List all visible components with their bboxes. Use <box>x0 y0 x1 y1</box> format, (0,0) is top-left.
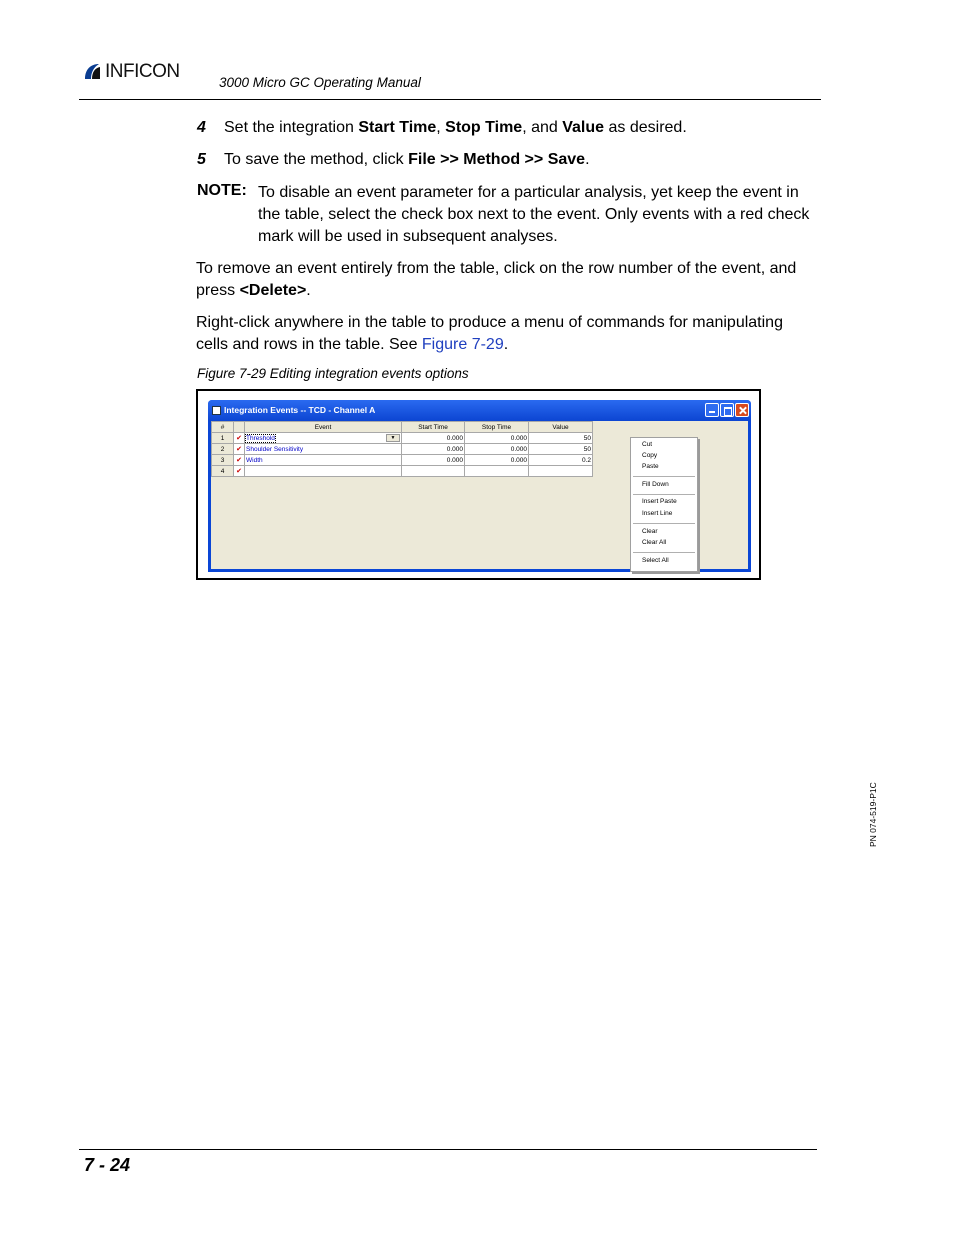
stop-time-cell[interactable]: 0.000 <box>465 455 529 466</box>
row-number[interactable]: 1 <box>212 433 234 444</box>
menu-separator <box>633 476 695 477</box>
column-header-value[interactable]: Value <box>529 422 593 433</box>
table-row[interactable] <box>212 433 593 444</box>
window-icon <box>212 406 221 415</box>
figure-frame <box>196 389 761 580</box>
check-mark-icon[interactable]: ✔ <box>234 444 245 455</box>
value-cell[interactable] <box>529 466 593 477</box>
check-mark-icon[interactable]: ✔ <box>234 466 245 477</box>
note-text: To disable an event parameter for a particular analysis, yet keep the event in the table, select the check box next to the event. Only events with a red check mark will be used in subsequent analyses. <box>258 184 810 245</box>
menu-separator <box>633 523 695 524</box>
row-number[interactable]: 2 <box>212 444 234 455</box>
start-time-cell[interactable]: 0.000 <box>402 455 465 466</box>
note-label: NOTE: <box>197 182 247 199</box>
window-client-area <box>211 421 748 569</box>
stop-time-cell[interactable] <box>465 466 529 477</box>
column-header-check <box>234 422 245 433</box>
event-cell[interactable]: Width <box>245 455 402 466</box>
maximize-icon[interactable] <box>720 403 734 417</box>
integration-events-window <box>208 400 751 572</box>
menu-item-clear[interactable]: Clear <box>642 528 658 535</box>
menu-item-select-all[interactable]: Select All <box>642 557 669 564</box>
window-title: Integration Events -- TCD - Channel A <box>224 405 376 415</box>
table-row[interactable] <box>212 455 593 466</box>
step-number: 4 <box>197 119 206 136</box>
menu-item-copy[interactable]: Copy <box>642 452 658 459</box>
window-titlebar[interactable] <box>208 400 751 421</box>
menu-item-clear-all[interactable]: Clear All <box>642 539 667 546</box>
event-cell[interactable]: Threshold ▼ <box>245 433 402 444</box>
menu-item-insert-paste[interactable]: Insert Paste <box>642 498 677 505</box>
minimize-icon[interactable] <box>705 403 719 417</box>
table-row[interactable] <box>212 444 593 455</box>
inficon-logo-icon <box>81 61 103 83</box>
start-time-cell[interactable] <box>402 466 465 477</box>
menu-item-insert-line[interactable]: Insert Line <box>642 510 673 517</box>
footer-divider <box>79 1149 817 1150</box>
header-divider <box>79 99 821 100</box>
step-text: To save the method, click File >> Method >> Save. <box>224 151 590 168</box>
paragraph-right-click: Right-click anywhere in the table to produce a menu of commands for manipulating cells and rows in the table. See Figure 7-29. <box>196 314 783 353</box>
stop-time-cell[interactable]: 0.000 <box>465 444 529 455</box>
check-mark-icon[interactable]: ✔ <box>234 433 245 444</box>
column-header-event[interactable]: Event <box>245 422 402 433</box>
column-header-start-time[interactable]: Start Time <box>402 422 465 433</box>
context-menu <box>630 437 698 572</box>
stop-time-cell[interactable]: 0.000 <box>465 433 529 444</box>
table-row[interactable] <box>212 466 593 477</box>
start-time-cell[interactable]: 0.000 <box>402 433 465 444</box>
step-number: 5 <box>197 151 206 168</box>
events-table[interactable] <box>211 421 593 477</box>
logo-text: INFICON <box>105 61 180 82</box>
row-number[interactable]: 3 <box>212 455 234 466</box>
event-cell[interactable] <box>245 466 402 477</box>
column-header-number[interactable]: # <box>212 422 234 433</box>
value-cell[interactable]: 50 <box>529 433 593 444</box>
menu-item-paste[interactable]: Paste <box>642 463 659 470</box>
check-mark-icon[interactable]: ✔ <box>234 455 245 466</box>
value-cell[interactable]: 0.2 <box>529 455 593 466</box>
chevron-down-icon[interactable]: ▼ <box>386 434 400 442</box>
menu-item-cut[interactable]: Cut <box>642 441 653 448</box>
page-number: 7 - 24 <box>84 1155 131 1175</box>
step-text: Set the integration Start Time, Stop Time, and Value as desired. <box>224 119 687 136</box>
inficon-logo <box>81 60 180 84</box>
part-number: PN 074-519-P1C <box>868 782 878 847</box>
event-cell[interactable]: Shoulder Sensitivity <box>245 444 402 455</box>
table-header-row <box>212 422 593 433</box>
column-header-stop-time[interactable]: Stop Time <box>465 422 529 433</box>
menu-separator <box>633 494 695 495</box>
manual-title: 3000 Micro GC Operating Manual <box>219 75 421 90</box>
paragraph-delete: To remove an event entirely from the table, click on the row number of the event, and press <Delete>. <box>196 260 797 299</box>
row-number[interactable]: 4 <box>212 466 234 477</box>
figure-caption: Figure 7-29 Editing integration events options <box>197 366 469 381</box>
figure-link[interactable]: Figure 7-29 <box>421 336 504 353</box>
menu-separator <box>633 552 695 553</box>
close-icon[interactable] <box>735 403 749 417</box>
menu-item-fill-down[interactable]: Fill Down <box>642 481 669 488</box>
start-time-cell[interactable]: 0.000 <box>402 444 465 455</box>
value-cell[interactable]: 50 <box>529 444 593 455</box>
